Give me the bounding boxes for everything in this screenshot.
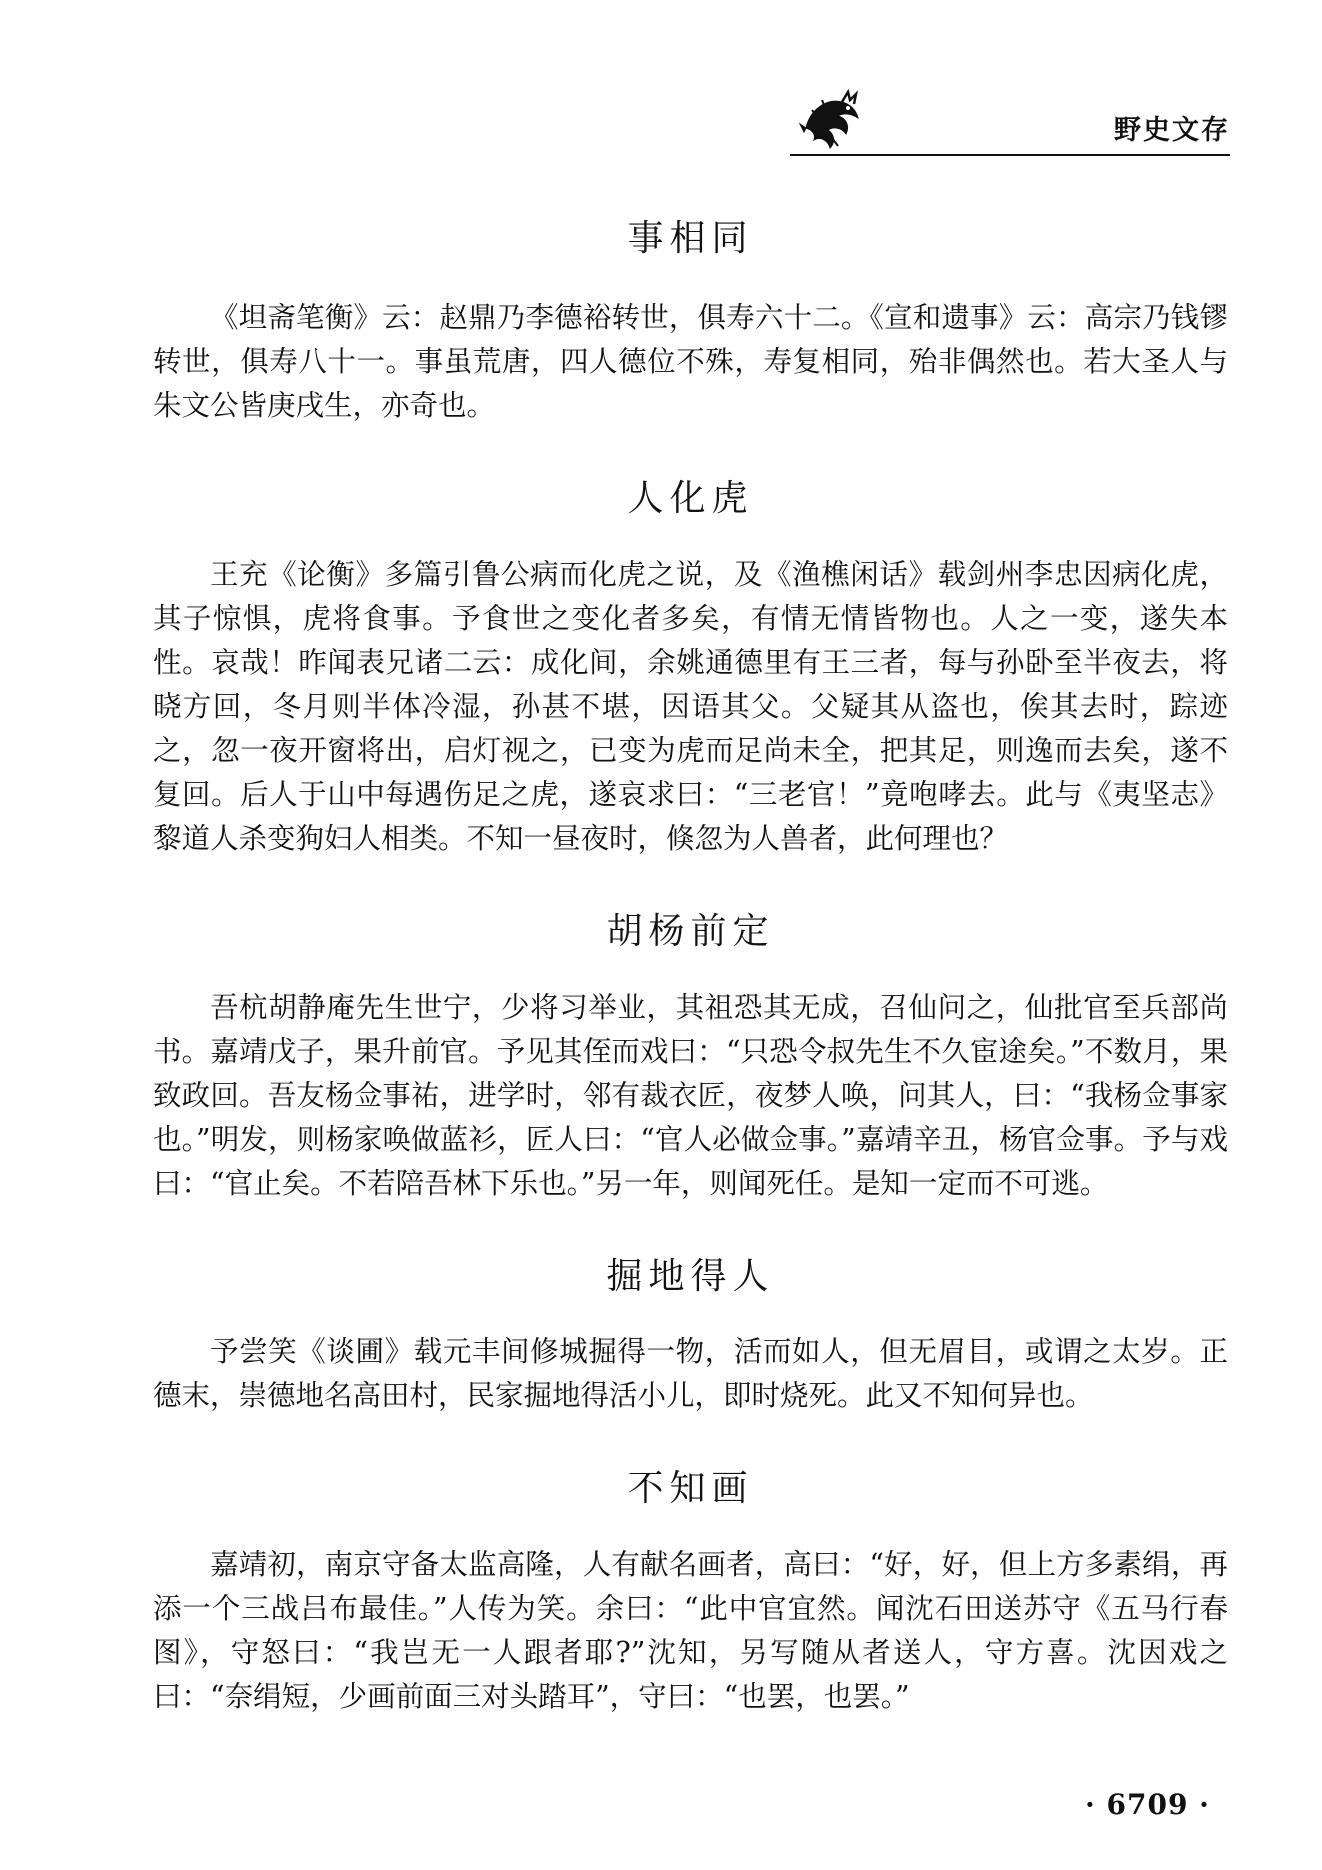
section-paragraph: 《坦斋笔衡》云：赵鼎乃李德裕转世，俱寿六十二。《宣和遗事》云：高宗乃钱镠转世，俱寿八十一。事虽荒唐，四人德位不殊，寿复相同，殆非偶然也。若大圣人与朱文公皆庚戌生，亦奇也。	[153, 301, 1228, 422]
running-header	[790, 88, 1230, 158]
section-paragraph: 吾杭胡静庵先生世宁，少将习举业，其祖恐其无成，召仙问之，仙批官至兵部尚书。嘉靖戊子，果升前官。予见其侄而戏曰：“只恐令叔先生不久宦途矣。”不数月，果致政回。吾友杨佥事祐，进学时，邻有裁衣匠，夜梦人唤，问其人，曰：“我杨佥事家也。”明发，则杨家唤做蓝衫，匠人曰：“官人必做佥事。”嘉靖辛丑，杨官佥事。予与戏曰：“官止矣。不若陪吾林下乐也。”另一年，则闻死任。是知一定而不可逃。	[153, 991, 1228, 1200]
section-title: 事相同	[627, 218, 754, 259]
section-paragraph: 嘉靖初，南京守备太监高隆，人有献名画者，高曰：“好，好，但上方多素绢，再添一个三战吕布最佳。”人传为笑。余曰：“此中官宜然。闻沈石田送苏守《五马行春图》，守怒曰：“我岂无一人跟者耶?”沈知，另写随从者送人，守方喜。沈因戏之曰：“奈绢短，少画前面三对头踏耳”，守曰：“也罢，也罢。”	[153, 1548, 1228, 1713]
section-title: 不知画	[627, 1468, 754, 1509]
section-paragraph: 予尝笑《谈圃》载元丰间修城掘得一物，活而如人，但无眉目，或谓之太岁。正德末，崇德地名高田村，民家掘地得活小儿，即时烧死。此又不知何异也。	[153, 1335, 1228, 1412]
section-title: 掘地得人	[606, 1256, 775, 1297]
section-paragraph: 王充《论衡》多篇引鲁公病而化虎之说，及《渔樵闲话》载剑州李忠因病化虎，其子惊惧，虎将食事。予食世之变化者多矣，有情无情皆物也。人之一变，遂失本性。哀哉！昨闻表兄诸二云：成化间，余姚通德里有王三者，每与孙卧至半夜去，将晓方回，冬月则半体冷湿，孙甚不堪，因语其父。父疑其从盗也，俟其去时，踪迹之，忽一夜开窗将出，启灯视之，已变为虎而足尚未全，把其足，则逸而去矣，遂不复回。后人于山中每遇伤足之虎，遂哀求曰：“三老官！”竟咆哮去。此与《夷坚志》黎道人杀变狗妇人相类。不知一昼夜时，倏忽为人兽者，此何理也？	[153, 558, 1228, 855]
section-title: 胡杨前定	[606, 911, 775, 952]
page-number: · 6709 ·	[1085, 1788, 1210, 1821]
header-title: 野史文存	[1114, 115, 1230, 146]
dragon-icon	[798, 88, 868, 152]
header-rule	[790, 154, 1230, 156]
section-title: 人化虎	[627, 478, 754, 519]
